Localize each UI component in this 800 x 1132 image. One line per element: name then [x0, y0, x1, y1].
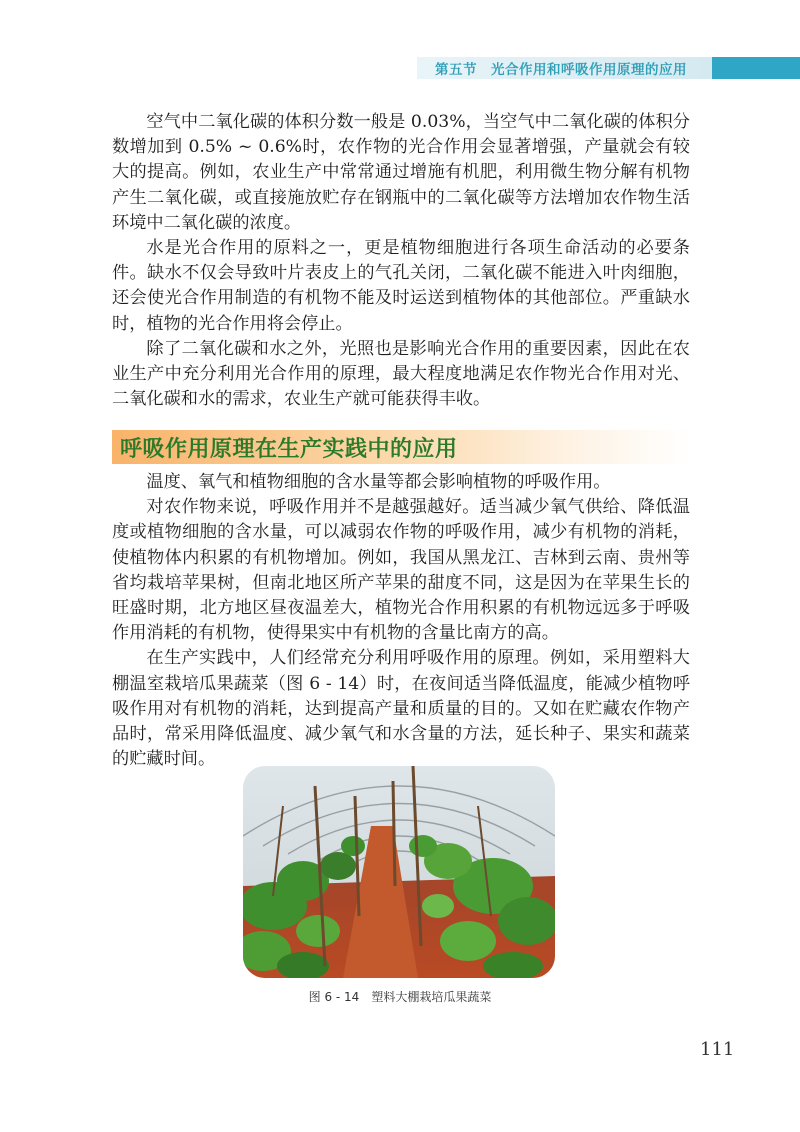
paragraph-factors: 温度、氧气和植物细胞的含水量等都会影响植物的呼吸作用。: [146, 472, 611, 492]
paragraph-light: 除了二氧化碳和水之外，光照也是影响光合作用的重要因素，因此在农业生产中充分利用光合作用的原理，最大程度地满足农作物光合作用对光、二氧化碳和水的需求，农业生产就可能获得丰收。: [112, 338, 690, 410]
header-color-tab: [712, 57, 800, 79]
greenhouse-illustration: [243, 766, 555, 978]
page-number: 111: [700, 1039, 735, 1060]
paragraph-greenhouse: 在生产实践中，人们经常充分利用呼吸作用的原理。例如，采用塑料大棚温室栽培瓜果蔬菜（图 6 - 14）时，在夜间适当降低温度，能减少植物呼吸作用对有机物的消耗，达到提高产量和质量的目的。又如在贮藏农作物产品时，常采用降低温度、减少氧气和水含量的方法，延长种子、果实和蔬菜的贮藏时间。: [112, 648, 690, 770]
figure-number: 图 6 - 14: [308, 990, 360, 1004]
paragraph-water: 水是光合作用的原料之一，更是植物细胞进行各项生命活动的必要条件。缺水不仅会导致叶片表皮上的气孔关闭，二氧化碳不能进入叶肉细胞，还会使光合作用制造的有机物不能及时运送到植物体的其他部位。严重缺水时，植物的光合作用将会停止。: [112, 238, 690, 334]
chapter-header: [417, 58, 687, 78]
paragraph-apples: 对农作物来说，呼吸作用并不是越强越好。适当减少氧气供给、降低温度或植物细胞的含水量，可以减弱农作物的呼吸作用，减少有机物的消耗，使植物体内积累的有机物增加。例如，我国从黑龙江、吉林到云南、贵州等省均栽培苹果树，但南北地区所产苹果的甜度不同，这是因为在苹果生长的旺盛时期，北方地区昼夜温差大，植物光合作用积累的有机物远远多于呼吸作用消耗的有机物，使得果实中有机物的含量比南方的高。: [112, 497, 690, 644]
paragraph-co2: 空气中二氧化碳的体积分数一般是 0.03%，当空气中二氧化碳的体积分数增加到 0.5% ~ 0.6%时，农作物的光合作用会显著增强，产量就会有较大的提高。例如，农业生产中常常通过增施有机肥，利用微生物分解有机物产生二氧化碳，或直接施放贮存在钢瓶中的二氧化碳等方法增加农作物生活环境中二氧化碳的浓度。: [112, 112, 690, 233]
section-heading-banner: [112, 430, 692, 464]
photosynthesis-text: [112, 110, 690, 412]
figure-caption-text: 塑料大棚栽培瓜果蔬菜: [371, 990, 492, 1004]
section-title: 光合作用和呼吸作用原理的应用: [491, 62, 687, 78]
section-number: 第五节: [435, 62, 477, 78]
chapter-header-bar: [417, 57, 800, 79]
section-heading: 呼吸作用原理在生产实践中的应用: [120, 437, 458, 462]
respiration-text: [112, 470, 690, 772]
greenhouse-photo: [243, 766, 555, 978]
figure-caption: [0, 988, 800, 1005]
